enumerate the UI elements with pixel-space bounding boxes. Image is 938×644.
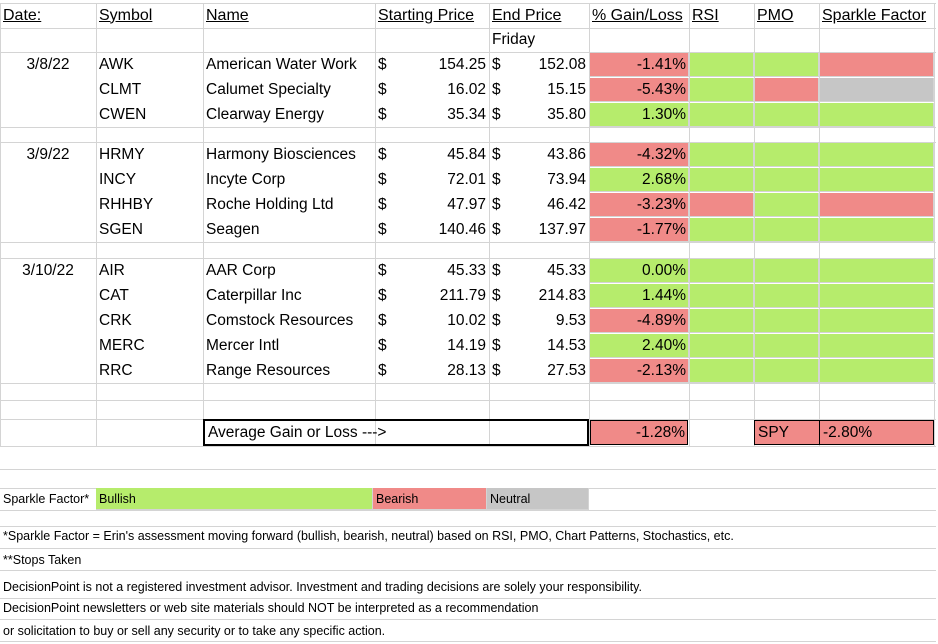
rsi-signal[interactable] xyxy=(690,168,754,192)
company-name-cell[interactable]: Seagen xyxy=(206,220,260,238)
sparkle-factor-signal[interactable] xyxy=(820,218,934,242)
header-end-price-sub[interactable]: Friday xyxy=(492,31,536,49)
symbol-cell[interactable]: RHHBY xyxy=(99,195,154,213)
gridline-h xyxy=(0,548,936,549)
gridline-v xyxy=(934,3,935,446)
currency-symbol: $ xyxy=(492,145,501,163)
sparkle-factor-signal[interactable] xyxy=(820,193,934,217)
end-price-cell[interactable]: 35.80 xyxy=(547,105,586,123)
pmo-signal[interactable] xyxy=(755,218,819,242)
rsi-signal[interactable] xyxy=(690,284,754,308)
currency-symbol: $ xyxy=(492,336,501,354)
end-price-cell[interactable]: 73.94 xyxy=(547,170,586,188)
spy-label: SPY xyxy=(758,423,790,441)
header-symbol[interactable]: Symbol xyxy=(99,6,153,24)
end-price-cell[interactable]: 27.53 xyxy=(547,361,586,379)
gridline-h xyxy=(0,242,936,243)
spy-value: -2.80% xyxy=(823,423,873,441)
starting-price-cell[interactable]: 45.84 xyxy=(447,145,486,163)
symbol-cell[interactable]: CAT xyxy=(99,286,129,304)
currency-symbol: $ xyxy=(492,195,501,213)
currency-symbol: $ xyxy=(492,55,501,73)
starting-price-cell[interactable]: 16.02 xyxy=(447,80,486,98)
rsi-signal[interactable] xyxy=(690,143,754,167)
gridline-h xyxy=(0,510,936,511)
rsi-signal[interactable] xyxy=(690,359,754,383)
starting-price-cell[interactable]: 140.46 xyxy=(438,220,486,238)
note-sparkle-definition[interactable]: *Sparkle Factor = Erin's assessment moving forward (bullish, bearish, neutral) based on RSI, PMO, Chart Patterns, Stochastics, etc. xyxy=(3,529,734,544)
header-gain-loss[interactable]: % Gain/Loss xyxy=(592,6,683,24)
note-stops-taken[interactable]: **Stops Taken xyxy=(3,553,82,568)
sparkle-factor-signal[interactable] xyxy=(820,309,934,333)
currency-symbol: $ xyxy=(492,311,501,329)
sparkle-factor-signal[interactable] xyxy=(820,168,934,192)
currency-symbol: $ xyxy=(378,311,387,329)
currency-symbol: $ xyxy=(378,361,387,379)
company-name-cell[interactable]: Clearway Energy xyxy=(206,105,325,123)
company-name-cell[interactable]: Harmony Biosciences xyxy=(206,145,356,163)
currency-symbol: $ xyxy=(492,286,501,304)
end-price-cell[interactable]: 214.83 xyxy=(538,286,586,304)
pmo-signal[interactable] xyxy=(755,193,819,217)
average-gain-label[interactable]: Average Gain or Loss ---> xyxy=(208,423,387,441)
gain-loss-cell: 1.44% xyxy=(642,286,686,304)
company-name-cell[interactable]: AAR Corp xyxy=(206,261,276,279)
company-name-cell[interactable]: American Water Work xyxy=(206,55,357,73)
header-name[interactable]: Name xyxy=(206,6,249,24)
currency-symbol: $ xyxy=(378,220,387,238)
header-rsi[interactable]: RSI xyxy=(692,6,719,24)
summary-box-bottom xyxy=(203,444,589,446)
legend-bearish-label: Bearish xyxy=(376,491,419,506)
end-price-cell[interactable]: 46.42 xyxy=(547,195,586,213)
note-disclaimer-3[interactable]: or solicitation to buy or sell any security or to take any specific action. xyxy=(3,624,386,639)
summary-box-right xyxy=(587,419,589,446)
gridline-h xyxy=(0,28,936,29)
currency-symbol: $ xyxy=(492,170,501,188)
gain-loss-cell: 2.68% xyxy=(642,170,686,188)
gridline-h xyxy=(0,383,936,384)
currency-symbol: $ xyxy=(378,261,387,279)
rsi-signal[interactable] xyxy=(690,334,754,358)
pmo-signal[interactable] xyxy=(755,284,819,308)
symbol-cell[interactable]: INCY xyxy=(99,170,137,188)
sparkle-factor-signal[interactable] xyxy=(820,284,934,308)
currency-symbol: $ xyxy=(378,336,387,354)
sparkle-factor-signal[interactable] xyxy=(820,359,934,383)
gain-loss-cell: 0.00% xyxy=(642,261,686,279)
group-date[interactable]: 3/9/22 xyxy=(26,145,70,163)
symbol-cell[interactable]: RRC xyxy=(99,361,133,379)
starting-price-cell[interactable]: 154.25 xyxy=(438,55,486,73)
company-name-cell[interactable]: Mercer Intl xyxy=(206,336,280,354)
currency-symbol: $ xyxy=(492,361,501,379)
currency-symbol: $ xyxy=(378,105,387,123)
header-end-price[interactable]: End Price xyxy=(492,6,562,24)
header-starting-price[interactable]: Starting Price xyxy=(378,6,475,24)
end-price-cell[interactable]: 137.97 xyxy=(538,220,586,238)
pmo-signal[interactable] xyxy=(755,334,819,358)
symbol-cell[interactable]: MERC xyxy=(99,336,145,354)
starting-price-cell[interactable]: 35.34 xyxy=(447,105,486,123)
gain-loss-cell: -2.13% xyxy=(636,361,686,379)
gain-loss-cell: -4.89% xyxy=(636,311,686,329)
currency-symbol: $ xyxy=(378,286,387,304)
gain-loss-cell: -4.32% xyxy=(636,145,686,163)
group-date[interactable]: 3/8/22 xyxy=(26,55,70,73)
starting-price-cell[interactable]: 45.33 xyxy=(447,261,486,279)
rsi-signal[interactable] xyxy=(690,193,754,217)
pmo-signal[interactable] xyxy=(755,53,819,77)
currency-symbol: $ xyxy=(492,220,501,238)
rsi-signal[interactable] xyxy=(690,309,754,333)
symbol-cell[interactable]: AIR xyxy=(99,261,125,279)
gain-loss-cell: 1.30% xyxy=(642,105,686,123)
end-price-cell[interactable]: 152.08 xyxy=(538,55,586,73)
legend-neutral-label: Neutral xyxy=(490,491,531,506)
gridline-h xyxy=(0,619,936,620)
gain-loss-cell: -1.77% xyxy=(636,220,686,238)
sparkle-factor-signal[interactable] xyxy=(820,103,934,127)
starting-price-cell[interactable]: 14.19 xyxy=(447,336,486,354)
header-pmo[interactable]: PMO xyxy=(757,6,794,24)
currency-symbol: $ xyxy=(492,105,501,123)
pmo-signal[interactable] xyxy=(755,168,819,192)
gain-loss-cell: -3.23% xyxy=(636,195,686,213)
rsi-signal[interactable] xyxy=(690,218,754,242)
starting-price-cell[interactable]: 72.01 xyxy=(447,170,486,188)
currency-symbol: $ xyxy=(378,80,387,98)
note-disclaimer-2[interactable]: DecisionPoint newsletters or web site materials should NOT be interpreted as a recommendation xyxy=(3,601,539,616)
gridline-h xyxy=(0,446,936,447)
gridline-h xyxy=(0,400,936,401)
end-price-cell[interactable]: 43.86 xyxy=(547,145,586,163)
symbol-cell[interactable]: HRMY xyxy=(99,145,145,163)
end-price-cell[interactable]: 15.15 xyxy=(547,80,586,98)
note-disclaimer-1[interactable]: DecisionPoint is not a registered investment advisor. Investment and trading decisions are solely your responsibility. xyxy=(3,580,642,595)
gridline-h xyxy=(0,127,936,128)
company-name-cell[interactable]: Calumet Specialty xyxy=(206,80,331,98)
currency-symbol: $ xyxy=(492,80,501,98)
rsi-signal[interactable] xyxy=(690,78,754,102)
pmo-signal[interactable] xyxy=(755,359,819,383)
sparkle-factor-signal[interactable] xyxy=(820,78,934,102)
end-price-cell[interactable]: 14.53 xyxy=(547,336,586,354)
group-date[interactable]: 3/10/22 xyxy=(22,261,74,279)
sparkle-factor-signal[interactable] xyxy=(820,334,934,358)
company-name-cell[interactable]: Caterpillar Inc xyxy=(206,286,302,304)
currency-symbol: $ xyxy=(492,261,501,279)
gain-loss-cell: -5.43% xyxy=(636,80,686,98)
starting-price-cell[interactable]: 10.02 xyxy=(447,311,486,329)
rsi-signal[interactable] xyxy=(690,53,754,77)
gain-loss-cell: 2.40% xyxy=(642,336,686,354)
gridline-h xyxy=(0,469,936,470)
rsi-signal[interactable] xyxy=(690,103,754,127)
currency-symbol: $ xyxy=(378,55,387,73)
symbol-cell[interactable]: SGEN xyxy=(99,220,143,238)
company-name-cell[interactable]: Incyte Corp xyxy=(206,170,286,188)
symbol-cell[interactable]: CRK xyxy=(99,311,132,329)
company-name-cell[interactable]: Roche Holding Ltd xyxy=(206,195,334,213)
currency-symbol: $ xyxy=(378,195,387,213)
pmo-signal[interactable] xyxy=(755,259,819,283)
end-price-cell[interactable]: 45.33 xyxy=(547,261,586,279)
sparkle-factor-signal[interactable] xyxy=(820,259,934,283)
rsi-signal[interactable] xyxy=(690,259,754,283)
pmo-signal[interactable] xyxy=(755,143,819,167)
gain-loss-cell: -1.41% xyxy=(636,55,686,73)
header-date[interactable]: Date: xyxy=(3,6,42,24)
header-sparkle-factor[interactable]: Sparkle Factor xyxy=(822,6,927,24)
end-price-cell[interactable]: 9.53 xyxy=(555,311,586,329)
starting-price-cell[interactable]: 47.97 xyxy=(447,195,486,213)
average-gain-value: -1.28% xyxy=(635,423,685,441)
symbol-cell[interactable]: CWEN xyxy=(99,105,147,123)
symbol-cell[interactable]: AWK xyxy=(99,55,134,73)
company-name-cell[interactable]: Range Resources xyxy=(206,361,331,379)
starting-price-cell[interactable]: 28.13 xyxy=(447,361,486,379)
currency-symbol: $ xyxy=(378,170,387,188)
pmo-signal[interactable] xyxy=(755,78,819,102)
currency-symbol: $ xyxy=(378,145,387,163)
legend-bullish-label: Bullish xyxy=(99,491,136,506)
legend-title[interactable]: Sparkle Factor* xyxy=(3,491,90,506)
pmo-signal[interactable] xyxy=(755,103,819,127)
sparkle-factor-signal[interactable] xyxy=(820,143,934,167)
symbol-cell[interactable]: CLMT xyxy=(99,80,142,98)
pmo-signal[interactable] xyxy=(755,309,819,333)
company-name-cell[interactable]: Comstock Resources xyxy=(206,311,354,329)
sparkle-factor-signal[interactable] xyxy=(820,53,934,77)
starting-price-cell[interactable]: 211.79 xyxy=(439,286,486,304)
